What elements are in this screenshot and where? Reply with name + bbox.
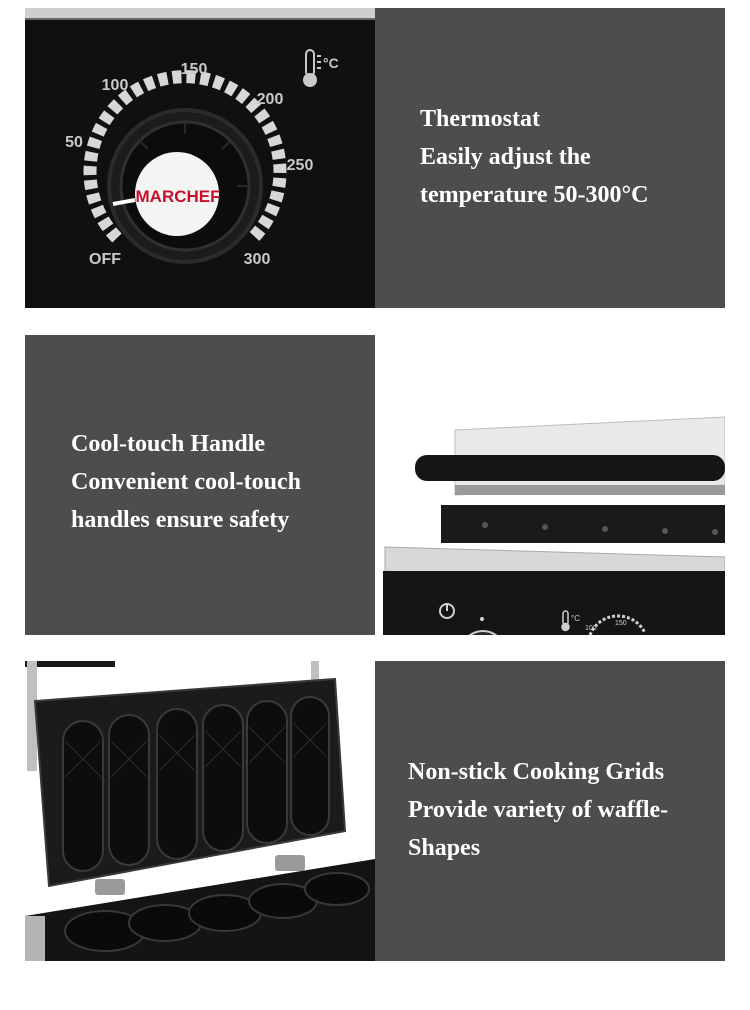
handle-photo — [375, 335, 725, 635]
grids-photo — [25, 661, 375, 961]
scale-label-150: 150 — [180, 61, 208, 78]
feature-title: Cool-touch Handle — [71, 431, 266, 457]
scale-label-100: 100 — [101, 77, 129, 94]
machine-side-illustration — [375, 335, 725, 635]
thermostat-text-panel — [375, 8, 725, 308]
scale-label-300: 300 — [243, 251, 271, 268]
grids-text-panel — [375, 661, 725, 961]
unit-label: °C — [323, 55, 339, 71]
hinge — [275, 855, 305, 871]
feature-description-line: Convenient cool-touch — [71, 469, 301, 495]
scale-label-off: OFF — [89, 251, 121, 268]
scale-label-250: 250 — [286, 157, 314, 174]
feature-description-line: handles ensure safety — [71, 507, 290, 533]
scale-label-100: 100 — [585, 625, 597, 632]
scale-label-200: 200 — [256, 91, 284, 108]
thermostat-dial-illustration — [25, 8, 375, 308]
thermometer-icon — [304, 50, 321, 86]
scale-label-50: 50 — [65, 134, 83, 151]
control-panel — [383, 571, 725, 635]
feature-description-line: temperature 50-300°C — [420, 182, 649, 208]
feature-description-line: Shapes — [408, 835, 481, 861]
handle-text-panel — [25, 335, 375, 635]
open-waffle-maker-illustration — [25, 661, 375, 961]
unit-label: °C — [571, 614, 580, 623]
top-metal-strip — [25, 8, 375, 18]
brand-logo: MARCHEF — [135, 187, 221, 206]
scale-label-150: 150 — [615, 620, 627, 627]
cool-touch-handle[interactable] — [415, 455, 725, 481]
thermostat-photo — [25, 8, 375, 308]
feature-description-line: Easily adjust the — [420, 144, 591, 170]
feature-description-line: Provide variety of waffle- — [408, 797, 669, 823]
feature-title: Thermostat — [420, 106, 540, 132]
hinge — [95, 879, 125, 895]
feature-title: Non-stick Cooking Grids — [408, 759, 665, 785]
